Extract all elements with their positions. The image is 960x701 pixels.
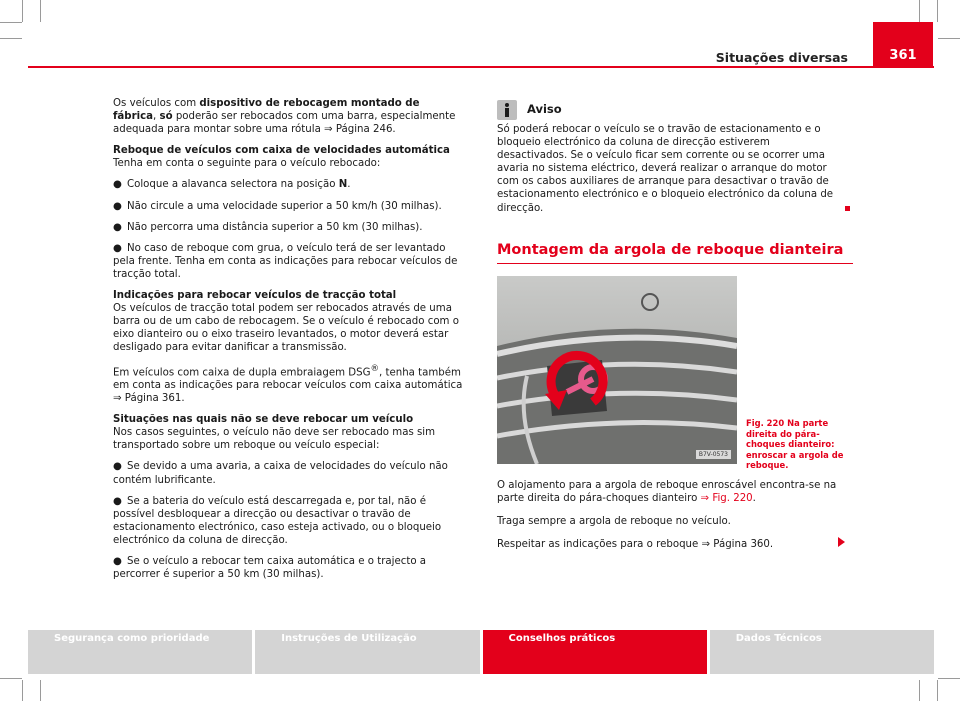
page-number: 361	[873, 22, 933, 66]
crop-mark	[938, 38, 960, 39]
intro-paragraph	[113, 97, 465, 136]
continue-arrow-icon	[838, 537, 845, 547]
text: No caso de reboque com grua, o veículo terá de ser levantado pela frente. Tenha em conta as indicações para rebocar veículos de tracção total.	[113, 242, 458, 280]
bold-text: só	[159, 111, 173, 123]
list-item: ● Se a bateria do veículo está descarregada e, por tal, não é possível desbloquear a direcção ou desactivar o travão de estacionamento electrónico, caso esteja activado, ou o bloqueio electrónico da coluna de direcção.	[113, 495, 442, 546]
list-item: ● Não percorra uma distância superior a 50 km (30 milhas).	[113, 221, 423, 233]
footer-tabs	[28, 630, 934, 674]
aviso-box	[497, 99, 854, 223]
aviso-title: Aviso	[527, 102, 562, 117]
crop-mark	[938, 678, 960, 679]
text: Se o veículo a rebocar tem caixa automática e o trajecto a percorrer é superior a 50 km (30 milhas).	[113, 556, 427, 581]
end-marker	[845, 206, 850, 211]
crop-mark	[937, 0, 938, 22]
section-title: Montagem da argola de reboque dianteira	[497, 242, 844, 258]
list-item: ● Não circule a uma velocidade superior a 50 km/h (30 milhas).	[113, 200, 442, 212]
text: ,	[153, 111, 160, 123]
figure-link[interactable]: ⇒ Fig. 220	[700, 493, 753, 505]
paragraph	[113, 363, 465, 406]
subheading-no-tow: Situações nas quais não se deve rebocar um veículo	[113, 414, 414, 426]
text: poderão ser rebocados com uma barra, especialmente adequada para montar sobre uma rótula ⇒ Página 246.	[113, 111, 456, 136]
header-rule	[28, 66, 934, 68]
paragraph: Os veículos de tracção total podem ser rebocados através de uma barra ou de um cabo de rebocagem. Se o veículo é rebocado com o eixo dianteiro ou o eixo traseiro levantados, o motor deverá estar desligado para evitar danificar a transmissão.	[113, 303, 459, 354]
aviso-header	[497, 99, 854, 121]
paragraph: Respeitar as indicações para o reboque ⇒ Página 360.	[497, 539, 774, 550]
crop-mark	[0, 678, 22, 679]
bold-text: N	[338, 179, 348, 191]
section-rule	[497, 263, 853, 264]
aviso-text	[497, 123, 854, 215]
text: Se devido a uma avaria, a caixa de velocidades do veículo não contém lubrificante.	[113, 461, 448, 486]
text: .	[752, 493, 756, 505]
bold-text: dispositivo de rebocagem montado de fábrica	[113, 98, 420, 123]
crop-mark	[0, 38, 22, 39]
crop-mark	[40, 680, 41, 701]
crop-mark	[22, 0, 23, 22]
tab-technical-data[interactable]: Dados Técnicos	[710, 630, 934, 674]
paragraph	[497, 479, 854, 505]
left-column	[113, 97, 465, 589]
tab-practical-tips[interactable]: Conselhos práticos	[483, 630, 707, 674]
running-header-title: Situações diversas	[715, 50, 848, 65]
text: , tenha também em conta as indicações para rebocar veículos com caixa automática ⇒ Página 361.	[113, 366, 463, 405]
paragraph: Tenha em conta o seguinte para o veículo rebocado:	[113, 158, 381, 170]
list-item: ● No caso de reboque com grua, o veículo terá de ser levantado pela frente. Tenha em conta as indicações para rebocar veículos de tracção total.	[113, 242, 458, 280]
registered-mark: ®	[370, 363, 380, 374]
figure-code: B7V-0573	[696, 450, 731, 459]
tow-eye-illustration	[497, 276, 737, 464]
text: O alojamento para a argola de reboque enroscável encontra-se na parte direita do pára-choques dianteiro	[497, 480, 837, 505]
crop-mark	[937, 680, 938, 701]
paragraph: Traga sempre a argola de reboque no veículo.	[497, 516, 731, 527]
figure-caption: Fig. 220 Na parte direita do pára-choques dianteiro: enroscar a argola de reboque.	[746, 418, 844, 470]
list-item: ● Se o veículo a rebocar tem caixa automática e o trajecto a percorrer é superior a 50 km (30 milhas).	[113, 556, 427, 581]
text: Se a bateria do veículo está descarregada e, por tal, não é possível desbloquear a direcção ou desactivar o travão de estacionamento electrónico, caso esteja activado, ou o bloqueio electrónico da coluna de direcção.	[113, 495, 442, 546]
info-icon	[497, 100, 517, 120]
crop-mark	[40, 0, 41, 22]
subheading-automatic: Reboque de veículos com caixa de velocidades automática	[113, 145, 450, 157]
paragraph: Nos casos seguintes, o veículo não deve ser rebocado mas sim transportado sobre um reboque ou veículo especial:	[113, 427, 436, 452]
tab-instructions[interactable]: Instruções de Utilização	[255, 630, 479, 674]
subheading-4wd: Indicações para rebocar veículos de tracção total	[113, 290, 397, 302]
text: Não circule a uma velocidade superior a 50 km/h (30 milhas).	[127, 200, 442, 212]
tab-safety[interactable]: Segurança como prioridade	[28, 630, 252, 674]
list-item: ● Coloque a alavanca selectora na posição N.	[113, 179, 351, 191]
crop-mark	[919, 680, 920, 701]
figure-tow-eye	[497, 276, 737, 464]
text: Coloque a alavanca selectora na posição	[127, 179, 339, 191]
crop-mark	[919, 0, 920, 22]
text: Os veículos com	[113, 98, 200, 109]
crop-mark	[0, 22, 22, 23]
crop-mark	[22, 680, 23, 701]
text: Só poderá rebocar o veículo se o travão de estacionamento e o bloqueio electrónico da coluna de direcção estiverem desactivados. Se o veículo ficar sem corrente ou se ocorrer uma avaria no sistema eléctrico, deverá realizar o arranque do motor com os cabos auxiliares de arranque para desactivar o travão de estacionamento electrónico e o bloqueio electrónico da coluna de direcção.	[497, 124, 834, 214]
text: .	[347, 179, 351, 191]
list-item: ● Se devido a uma avaria, a caixa de velocidades do veículo não contém lubrificante.	[113, 461, 448, 486]
text: Não percorra uma distância superior a 50 km (30 milhas).	[127, 221, 423, 233]
text: Em veículos com caixa de dupla embraiagem DSG	[113, 366, 371, 378]
